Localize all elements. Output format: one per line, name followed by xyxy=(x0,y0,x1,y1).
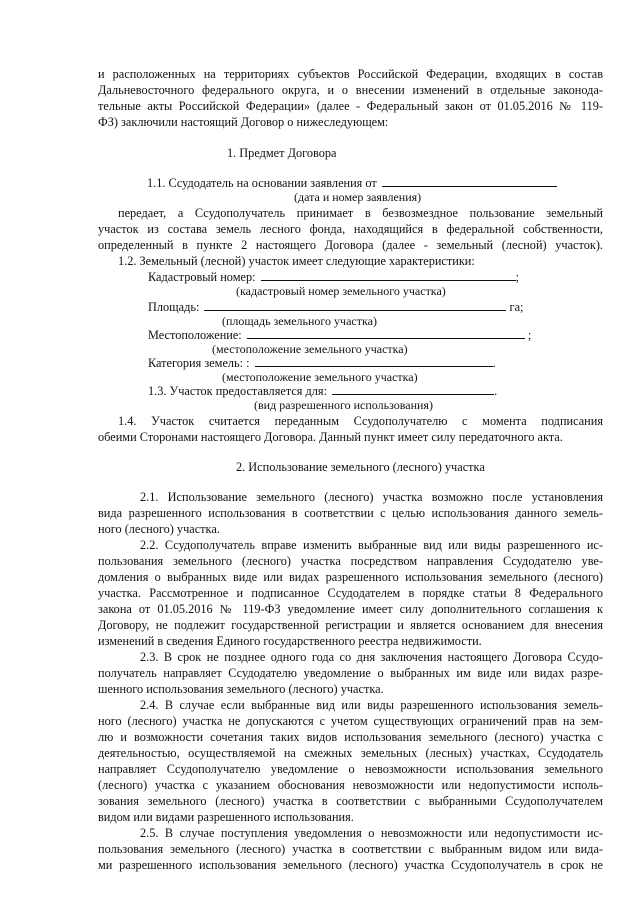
clause-2-2-line-5: закона от 01.05.2016 № 119-ФЗ уведомление имеет силу дополнительного соглашения к xyxy=(98,602,603,616)
land-category-caption: (местоположение земельного участка) xyxy=(222,370,418,384)
clause-1-4-line-1: 1.4. Участок считается переданным Ссудополучателю с момента подписания xyxy=(118,414,603,428)
clause-2-4-line-7: зования земельного (лесного) участка в соответствии с выбранными Ссудополучателем xyxy=(98,794,603,808)
clause-2-3-line-3: шенного использования земельного (лесного) участка. xyxy=(98,682,384,696)
land-category-end: . xyxy=(492,356,496,370)
cadastral-number-field[interactable] xyxy=(261,269,516,281)
clause-2-3-line-1: 2.3. В срок не позднее одного года со дня заключения настоящего Договора Ссудо- xyxy=(140,650,603,664)
clause-2-2-line-6: Договору, не подлежит государственной регистрации и является основанием для внесения xyxy=(98,618,603,632)
section-1-title: 1. Предмет Договора xyxy=(227,146,337,160)
clause-1-4-line-2: обеими Сторонами настоящего Договора. Данный пункт имеет силу передаточного акта. xyxy=(98,430,563,444)
clause-2-2-line-2: пользования земельного (лесного) участка посредством направления Ссудодателю уве- xyxy=(98,554,603,568)
clause-2-4-line-5: направляет Ссудополучателю уведомление о невозможности использования земельного xyxy=(98,762,603,776)
clause-1-1-line-1: передает, а Ссудополучатель принимает в безвозмездное пользование земельный xyxy=(118,206,603,220)
intro-line-4: ФЗ) заключили настоящий Договор о нижеследующем: xyxy=(98,115,389,129)
land-category-field[interactable] xyxy=(255,355,493,367)
clause-2-3-line-2: получатель направляет Ссудодателю уведомление о выбранных им виде или видах разре- xyxy=(98,666,603,680)
intro-line-1: и расположенных на территориях субъектов Российской Федерации, входящих в состав xyxy=(98,67,603,81)
clause-2-2-line-3: домления о выбранных виде или видах разрешенного использования земельного (лесного) xyxy=(98,570,603,584)
clause-2-4-line-4: деятельностью, осуществляемой на смежных земельных (лесных) участках, Ссудодатель xyxy=(98,746,603,760)
clause-1-1-line-3: определенный в пункте 2 настоящего Договора (далее - земельный (лесной) участок). xyxy=(98,238,603,252)
clause-2-4-line-6: (лесного) участка с указанием обоснования невозможности или недопустимости исполь- xyxy=(98,778,603,792)
cadastral-label: Кадастровый номер: xyxy=(148,270,256,284)
intro-line-3: тельные акты Российской Федерации» (далее - Федеральный закон от 01.05.2016 № 119- xyxy=(98,99,603,113)
land-category-label: Категория земель: : xyxy=(148,356,250,370)
clause-2-2-line-4: участка. Рассмотренное и подписанное Ссудодателем в порядке статьи 8 Федерального xyxy=(98,586,603,600)
clause-1-1-text: 1.1. Ссудодатель на основании заявления от xyxy=(147,176,377,190)
location-end: ; xyxy=(527,328,532,342)
area-caption: (площадь земельного участка) xyxy=(222,314,377,328)
area-label: Площадь: xyxy=(148,300,200,314)
area-unit: га; xyxy=(509,300,524,314)
clause-2-1-line-3: ного (лесного) участка. xyxy=(98,522,220,536)
intro-line-2: Дальневосточного федерального округа, и о внесении изменений в отдельные законода- xyxy=(98,83,603,97)
clause-2-1-line-2: вида разрешенного использования в соответствии с целью использования данного земель- xyxy=(98,506,603,520)
clause-2-5-line-3: ми разрешенного использования земельного (лесного) участка Ссудополучатель в срок не xyxy=(98,858,603,872)
cadastral-end: ; xyxy=(515,270,520,284)
permitted-use-caption: (вид разрешенного использования) xyxy=(254,398,433,412)
clause-1-2: 1.2. Земельный (лесной) участок имеет следующие характеристики: xyxy=(118,254,475,268)
clause-1-3: 1.3. Участок предоставляется для: xyxy=(148,384,327,398)
section-2-title: 2. Использование земельного (лесного) участка xyxy=(236,460,485,474)
clause-2-4-line-8: видом или видами разрешенного использования. xyxy=(98,810,354,824)
clause-2-4-line-3: лю и возможности сочетания таких видов использования земельного (лесного) участка с xyxy=(98,730,603,744)
clause-2-4-line-2: ного (лесного) участка не допускаются с учетом существующих ограничений прав на зем- xyxy=(98,714,603,728)
cadastral-caption: (кадастровый номер земельного участка) xyxy=(236,284,446,298)
clause-2-2-line-7: изменений в сведения Единого государственного реестра недвижимости. xyxy=(98,634,482,648)
clause-1-3-end: . xyxy=(494,384,498,398)
clause-2-1-line-1: 2.1. Использование земельного (лесного) участка возможно после установления xyxy=(140,490,603,504)
clause-2-2-line-1: 2.2. Ссудополучатель вправе изменить выбранные вид или виды разрешенного ис- xyxy=(140,538,603,552)
area-field[interactable] xyxy=(204,299,506,311)
clause-1-1-line-2: участок из состава земель лесного фонда, находящийся в федеральной собственности, xyxy=(98,222,603,236)
clause-2-4-line-1: 2.4. В случае если выбранные вид или виды разрешенного использования земель- xyxy=(140,698,603,712)
application-date-field[interactable] xyxy=(382,175,557,187)
location-label: Местоположение: xyxy=(148,328,242,342)
location-caption: (местоположение земельного участка) xyxy=(212,342,408,356)
location-field[interactable] xyxy=(247,327,525,339)
application-date-caption: (дата и номер заявления) xyxy=(294,190,422,204)
permitted-use-field[interactable] xyxy=(332,383,494,395)
clause-2-5-line-2: пользования земельного (лесного) участка в соответствии с выбранным видом или вида- xyxy=(98,842,603,856)
clause-2-5-line-1: 2.5. В случае поступления уведомления о невозможности или недопустимости ис- xyxy=(140,826,603,840)
